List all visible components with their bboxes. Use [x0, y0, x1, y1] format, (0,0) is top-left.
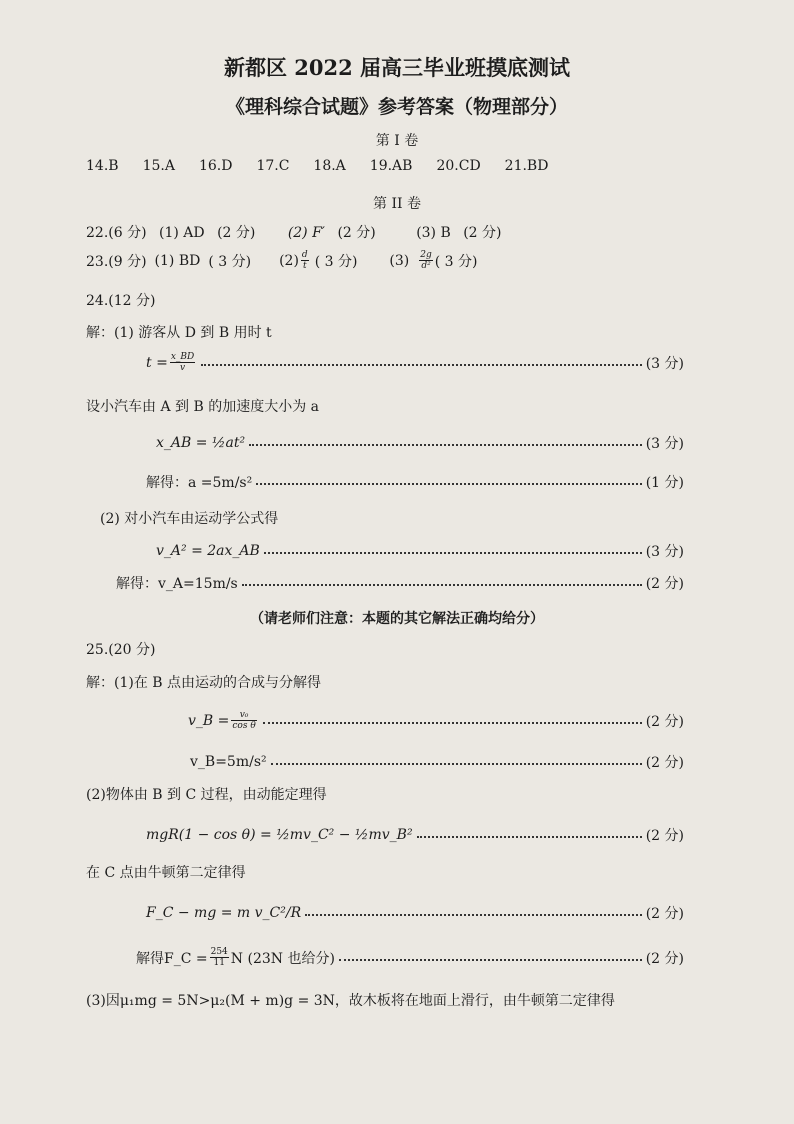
- leader-dots: [242, 584, 642, 586]
- q23-row: [86, 250, 478, 271]
- q25-line-2: (2)物体由 B 到 C 过程，由动能定理得: [86, 787, 327, 803]
- q24-eq2-score: (3 分): [645, 436, 684, 452]
- q25-line-4: (3)因μ₁mg = 5N>μ₂(M + m)g = 3N，故木板将在地面上滑行，由牛顿第二定律得: [86, 993, 615, 1009]
- q25-eq5-score: (2 分): [645, 950, 684, 967]
- q23-answer-2-num: d: [301, 250, 308, 260]
- q25-eq1-score: (2 分): [645, 713, 684, 730]
- q24-eq4: v_A² = 2ax_AB: [156, 543, 260, 559]
- part1-answers: [86, 158, 572, 174]
- q25-equation-3: [146, 825, 684, 845]
- q24-equation-2: [156, 433, 684, 453]
- q23-answer-1: (1) BD: [154, 252, 201, 269]
- q23-answer-2-fraction: [301, 250, 309, 271]
- q23-score-3: ( 3 分): [434, 253, 478, 270]
- q22-score-3: (2 分): [463, 225, 502, 241]
- leader-dots: [264, 552, 642, 554]
- answer-16: 16.D: [198, 158, 233, 174]
- q25-eq1-fraction: [231, 710, 256, 731]
- leader-dots: [417, 836, 642, 838]
- q25-eq5-num: 254: [210, 947, 228, 957]
- q24-eq4-score: (3 分): [645, 544, 684, 560]
- q22-label: 22.(6 分): [86, 225, 147, 241]
- q25-equation-1: [188, 710, 684, 731]
- q22-answer-1: (1) AD: [159, 225, 205, 241]
- q25-eq4-score: (2 分): [645, 906, 684, 922]
- q24-equation-3: [146, 472, 684, 492]
- q22-score-1: (2 分): [217, 225, 256, 241]
- q22-answer-2: (2) F′: [287, 225, 325, 241]
- part2-heading: 第 II 卷: [373, 196, 421, 212]
- q24-note: （请老师们注意：本题的其它解法正确均给分）: [250, 611, 544, 627]
- q24-eq1-den: v: [179, 363, 186, 373]
- q25-equation-4: [146, 903, 684, 923]
- q25-eq5-pre: 解得F_C =: [136, 950, 208, 967]
- q22-score-2: (2 分): [337, 225, 376, 241]
- leader-dots: [271, 763, 642, 765]
- leader-dots: [263, 722, 642, 724]
- q25-eq2: v_B=5m/s²: [190, 754, 267, 770]
- q24-eq1-fraction: [170, 352, 195, 373]
- q23-answer-3-prefix: (3): [389, 252, 410, 269]
- answer-21: 21.BD: [504, 158, 549, 174]
- q25-eq3-score: (2 分): [645, 828, 684, 844]
- leader-dots: [339, 959, 642, 961]
- q23-label: 23.(9 分): [86, 253, 147, 270]
- answer-19: 19.AB: [369, 158, 413, 174]
- q25-eq5-den: 11: [213, 958, 225, 968]
- page-title: 新都区 2022 届高三毕业班摸底测试: [223, 55, 571, 80]
- q24-eq5: 解得：v_A=15m/s: [116, 576, 238, 592]
- q23-answer-3-num: 2g: [420, 250, 432, 260]
- q24-equation-5: [116, 573, 684, 593]
- q24-eq1-score: (3 分): [645, 355, 684, 372]
- q24-line-1: 解：(1) 游客从 D 到 B 用时 t: [86, 325, 272, 341]
- leader-dots: [305, 914, 642, 916]
- leader-dots: [249, 444, 642, 446]
- q25-eq3: mgR(1 − cos θ) = ½mv_C² − ½mv_B²: [146, 827, 413, 843]
- q24-line-2: 设小汽车由 A 到 B 的加速度大小为 a: [86, 399, 319, 415]
- q23-answer-3-fraction: [419, 250, 433, 271]
- q25-eq5-fraction: [210, 947, 229, 968]
- q25-eq1-den: cos θ: [232, 721, 256, 731]
- q25-eq4: F_C − mg = m v_C²/R: [146, 905, 302, 921]
- q24-equation-1: [146, 352, 684, 373]
- q24-label: 24.(12 分): [86, 293, 156, 309]
- q25-eq5-post: N (23N 也给分): [230, 950, 335, 967]
- q24-eq1-num: x_BD: [170, 352, 195, 362]
- page-subtitle: 《理科综合试题》参考答案（物理部分）: [225, 96, 568, 118]
- q23-answer-2-den: t: [302, 261, 307, 271]
- leader-dots: [201, 364, 642, 366]
- q23-answer-3-den: d²: [421, 261, 431, 271]
- q23-score-2: ( 3 分): [314, 253, 358, 270]
- q25-line-1: 解：(1)在 B 点由运动的合成与分解得: [86, 675, 322, 691]
- q24-eq3: 解得：a =5m/s²: [146, 475, 253, 491]
- q23-answer-2-prefix: (2): [279, 252, 299, 269]
- answer-18: 18.A: [313, 158, 346, 174]
- q24-line-3: (2) 对小汽车由运动学公式得: [100, 511, 279, 527]
- q25-line-3: 在 C 点由牛顿第二定律得: [86, 865, 246, 881]
- q25-eq2-score: (2 分): [645, 755, 684, 771]
- answer-15: 15.A: [142, 158, 175, 174]
- q25-eq1-num: v₀: [231, 710, 256, 721]
- q25-equation-2: [190, 752, 684, 772]
- q22-answer-3: (3) B: [416, 225, 451, 241]
- answer-14: 14.B: [86, 158, 119, 174]
- q25-eq1-lhs: v_B =: [188, 712, 230, 729]
- answer-17: 17.C: [256, 158, 290, 174]
- q25-label: 25.(20 分): [86, 642, 156, 658]
- q24-eq1-lhs: t =: [146, 354, 168, 371]
- q24-eq2: x_AB = ½at²: [156, 435, 246, 451]
- answer-20: 20.CD: [436, 158, 481, 174]
- q25-equation-5: [136, 947, 684, 968]
- q24-eq3-score: (1 分): [645, 475, 684, 491]
- q23-score-1: ( 3 分): [208, 253, 252, 270]
- part1-heading: 第 I 卷: [375, 133, 419, 149]
- q24-eq5-score: (2 分): [645, 576, 684, 592]
- q22-row: [86, 222, 502, 242]
- q24-equation-4: [156, 541, 684, 561]
- leader-dots: [256, 483, 641, 485]
